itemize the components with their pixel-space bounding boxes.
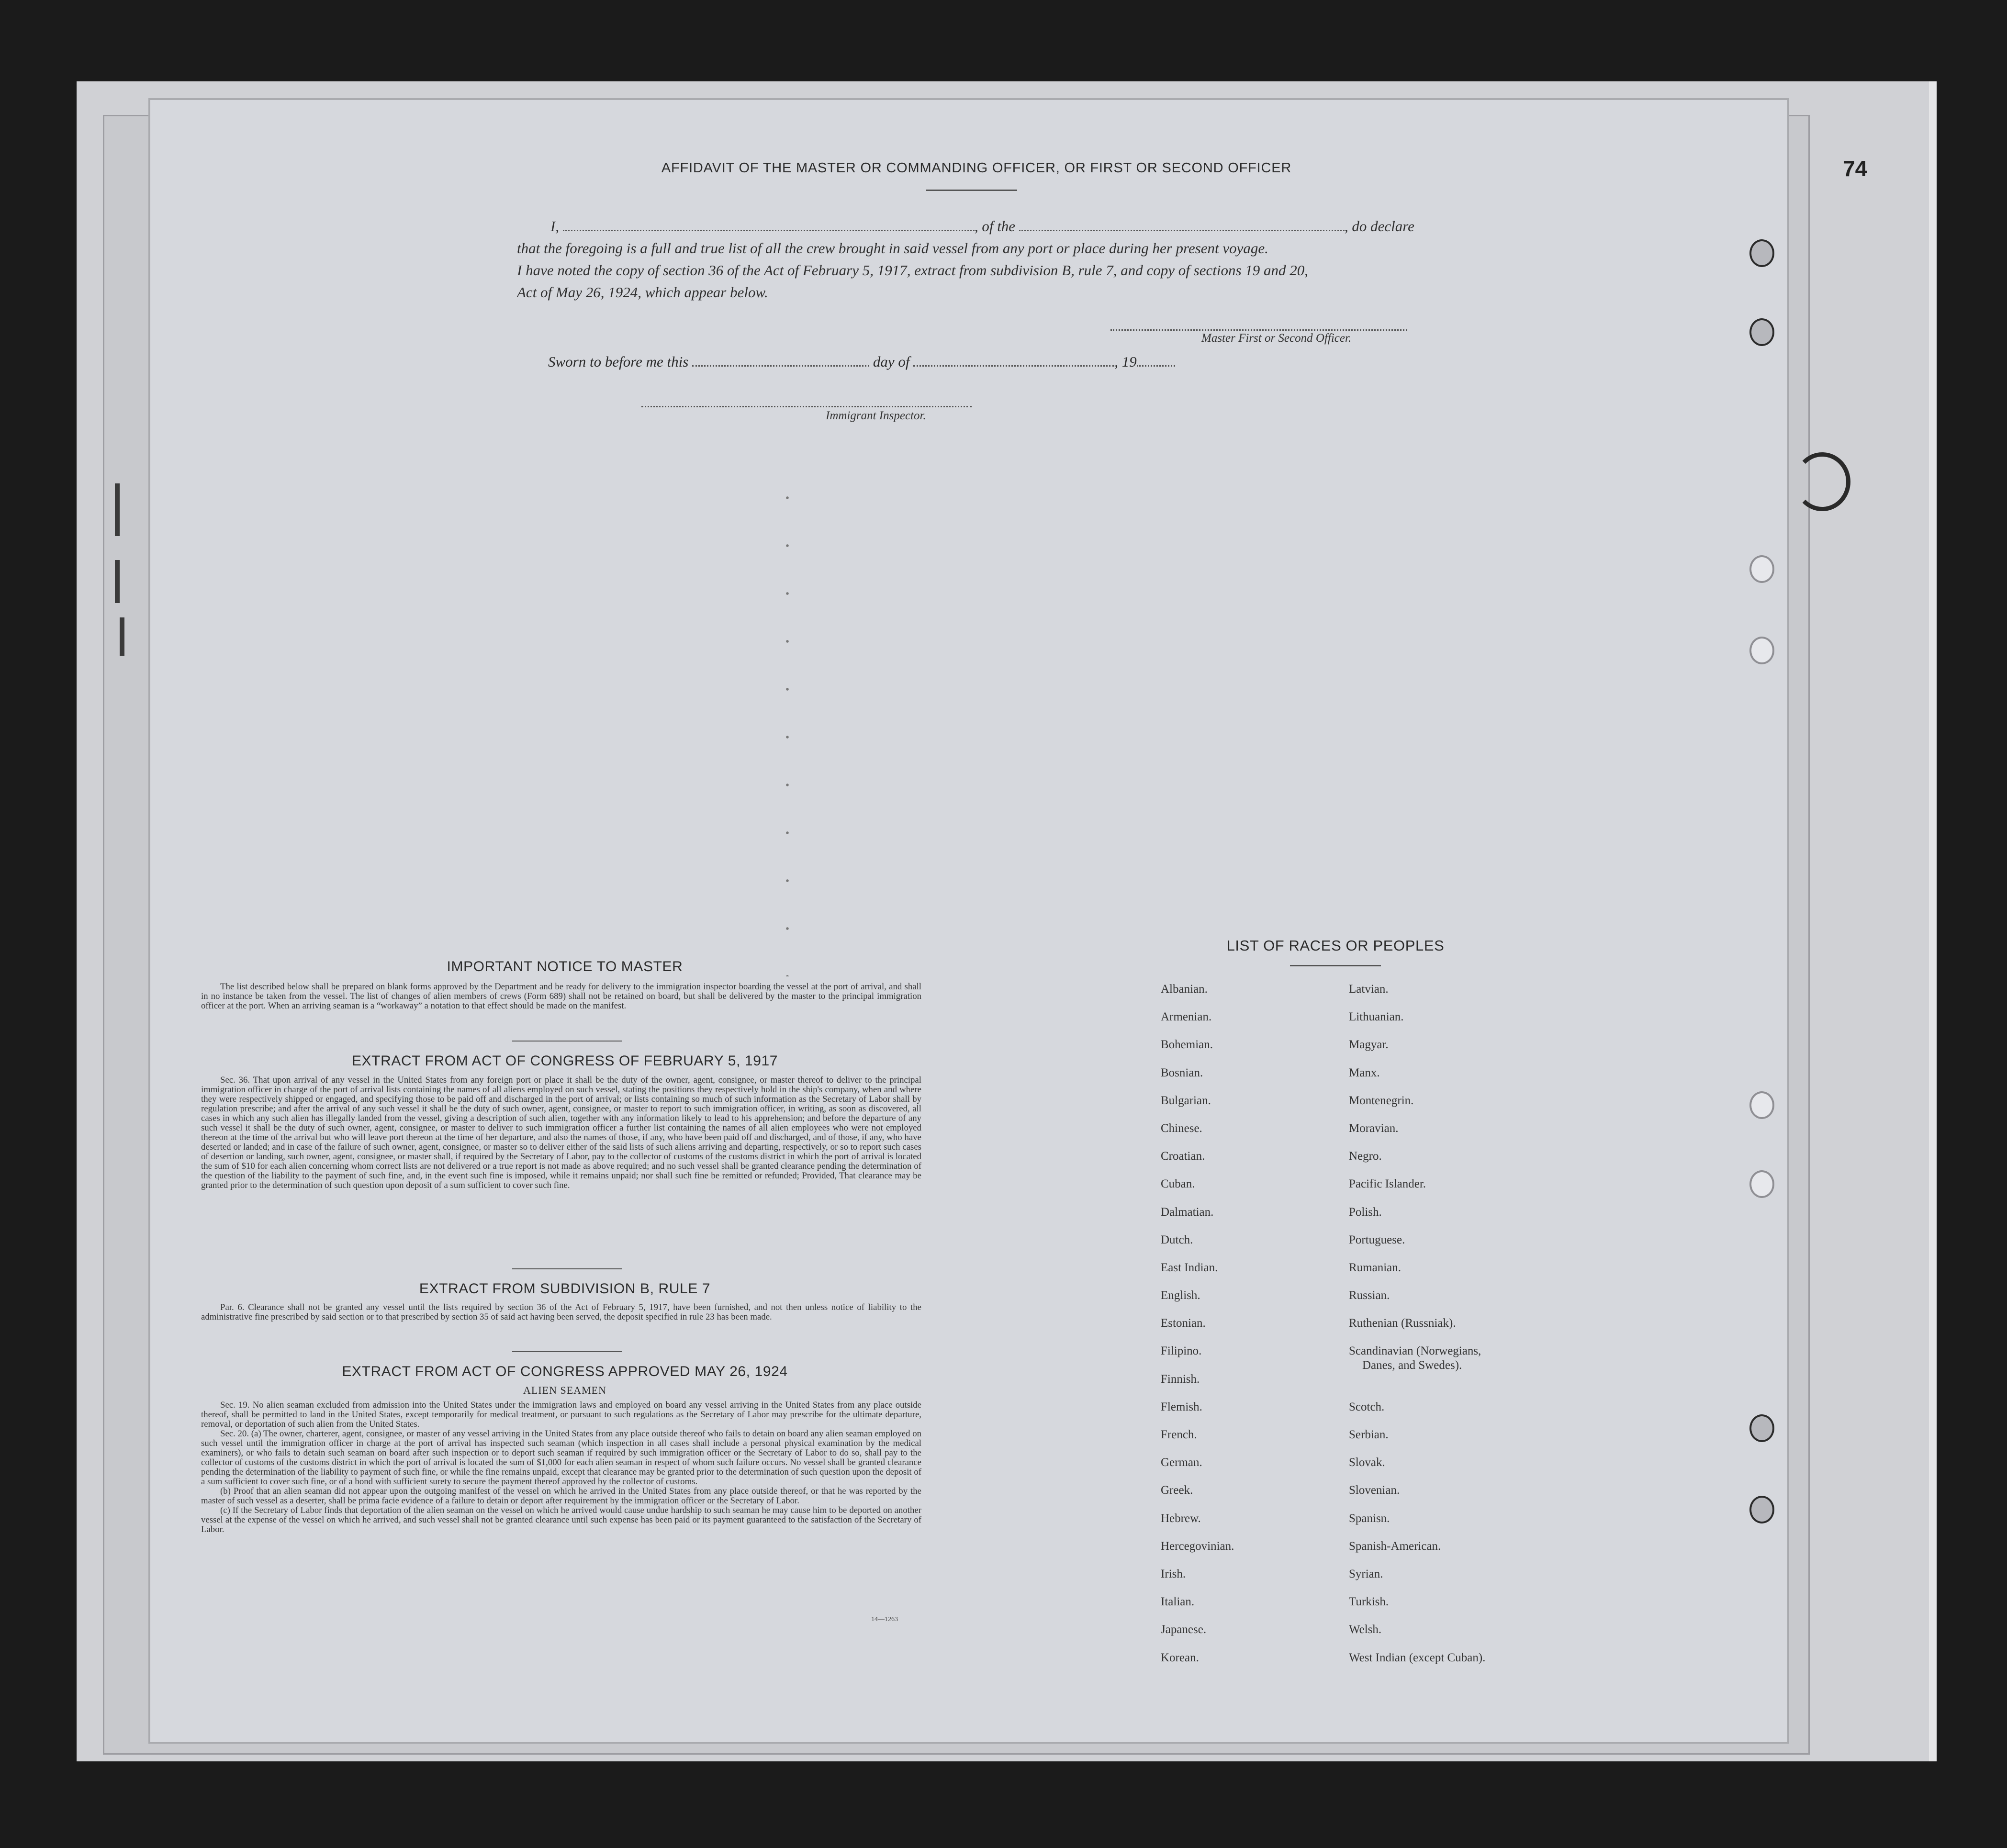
affidavit-line-1 <box>546 215 1426 237</box>
race-item: Chinese. <box>1161 1121 1202 1135</box>
race-item: Dalmatian. <box>1161 1205 1214 1219</box>
race-item: Spanisn. <box>1349 1512 1390 1525</box>
punch-hole <box>1749 637 1774 664</box>
extract-rule7-rule <box>512 1351 622 1352</box>
race-item: Manx. <box>1349 1066 1380 1079</box>
race-item: Bosnian. <box>1161 1066 1203 1079</box>
extract-1924-title: EXTRACT FROM ACT OF CONGRESS APPROVED MAY 26, 1924 <box>342 1364 788 1379</box>
sworn-year-blank <box>1137 360 1175 367</box>
punch-hole <box>1749 1170 1774 1198</box>
sworn-year: , 19 <box>1114 353 1137 370</box>
name-blank <box>563 225 975 231</box>
race-item: West Indian (except Cuban). <box>1349 1651 1486 1664</box>
sec-20a-text: Sec. 20. (a) The owner, charterer, agent, consignee, or master of any vessel arriving in the United States from any place outside thereof who fails to detain on board any alien seaman employed on such vessel until the immigration officer in charge at the port of arrival has inspected such seaman (which inspection in all cases shall include a personal physical examination by the medical examiners), or who fails to detain such seaman on board after such inspection or to deport such seaman if required by such immigration officer or the Secretary of Labor to do so, shall pay to the collector of customs of the customs district in which the port of arrival is located the sum of $1,000 for each alien seaman in respect of whom such failure occurs. No vessel shall be granted clearance pending the determination of the liability to payment of such fine, or while the fine remains unpaid, except that clearance may be granted prior to the determination of such question upon the deposit of a sum sufficient to cover such fine, or of a bond with sufficient surety to secure the payment thereof approved by the collector of customs. <box>201 1429 921 1487</box>
extract-1924-text <box>201 1400 921 1534</box>
affidavit-title: AFFIDAVIT OF THE MASTER OR COMMANDING OFFICER, OR FIRST OR SECOND OFFICER <box>661 160 1292 176</box>
margin-handwriting <box>120 617 124 656</box>
affidavit-line-3: I have noted the copy of section 36 of the Act of February 5, 1917, extract from subdivision B, rule 7, and copy of sections 19 and 20, <box>517 262 1309 279</box>
race-item: Bulgarian. <box>1161 1094 1211 1107</box>
race-item-line: Danes, and Swedes). <box>1362 1359 1462 1372</box>
race-item: Polish. <box>1349 1205 1382 1219</box>
races-rule <box>1290 965 1381 966</box>
inspector-caption: Immigrant Inspector. <box>826 409 926 422</box>
race-item: Moravian. <box>1349 1121 1399 1135</box>
extract-rule7-text: Par. 6. Clearance shall not be granted any vessel until the lists required by section 36 of the Act of February 5, 1917, have been furnished, and not then unless notice of liability to the administrative fine prescribed by said section or to that prescribed by section 35 of said act having been served, the deposit specified in rule 23 has been made. <box>201 1302 921 1322</box>
race-item: Greek. <box>1161 1484 1193 1497</box>
race-item: Irish. <box>1161 1567 1186 1580</box>
sec-20c-text: (c) If the Secretary of Labor finds that deportation of the alien seaman on the vessel on which he arrived would cause undue hardship to such seaman he may cause him to be deported on another vessel at the expense of the vessel on which he arrived, and such vessel shall not be granted clearance until such expense has been paid or its payment guaranteed to the satisfaction of the Secretary of Labor. <box>201 1505 921 1534</box>
races-title: LIST OF RACES OR PEOPLES <box>1226 937 1445 954</box>
race-item: Albanian. <box>1161 983 1208 996</box>
race-item: Cuban. <box>1161 1177 1195 1191</box>
affidavit-line-4: Act of May 26, 1924, which appear below. <box>517 284 768 301</box>
race-item: Negro. <box>1349 1150 1382 1163</box>
margin-handwriting <box>115 483 120 536</box>
punch-hole <box>1749 1496 1774 1523</box>
race-item: Portuguese. <box>1349 1233 1405 1246</box>
race-item: Italian. <box>1161 1595 1195 1609</box>
race-item: English. <box>1161 1289 1200 1302</box>
sec-19-text: Sec. 19. No alien seaman excluded from admission into the United States under the immigration laws and employed on board any vessel arriving in the United States from any place outside thereof, shall be permitted to land in the United States, except temporarily for medical treatment, or pursuant to such regulations as the Secretary of Labor may prescribe for the ultimate departure, removal, or deportation of such alien from the United States. <box>201 1400 921 1429</box>
race-item: Bohemian. <box>1161 1038 1213 1052</box>
vessel-blank <box>1019 225 1345 231</box>
sec-20b-text: (b) Proof that an alien seaman did not appear upon the outgoing manifest of the vessel on which he arrived in the United States from any place outside thereof, or that he was reported by the master of such vessel as a deserter, shall be prima facie evidence of a failure to detain or deport after requirement by the immigration officer or the Secretary of Labor. <box>201 1486 921 1506</box>
race-item: Latvian. <box>1349 983 1389 996</box>
sworn-date-blank <box>692 360 869 367</box>
race-item: Pacific Islander. <box>1349 1177 1426 1191</box>
extract-1917-rule <box>512 1268 622 1269</box>
sworn-start: Sworn to before me this <box>548 353 689 370</box>
race-item: Scotch. <box>1349 1400 1385 1413</box>
stray-dots <box>778 474 797 976</box>
handwritten-oval-mark <box>1794 452 1850 511</box>
notice-title: IMPORTANT NOTICE TO MASTER <box>447 959 683 974</box>
race-item: Finnish. <box>1161 1372 1200 1386</box>
race-item: Montenegrin. <box>1349 1094 1414 1107</box>
race-item: Filipino. <box>1161 1344 1202 1358</box>
race-item: Ruthenian (Russniak). <box>1349 1317 1456 1330</box>
race-item: Armenian. <box>1161 1010 1212 1024</box>
form-number: 14—1263 <box>871 1616 898 1623</box>
sworn-line <box>548 353 1218 370</box>
master-signature-caption: Master First or Second Officer. <box>1201 332 1352 345</box>
sworn-day-of: day of <box>873 353 910 370</box>
races-left-column <box>1161 982 1333 1679</box>
race-item: Turkish. <box>1349 1595 1389 1609</box>
extract-1917-text: Sec. 36. That upon arrival of any vessel in the United States from any foreign port or place it shall be the duty of the owner, agent, consignee, or master thereof to deliver to the principal immigration officer in charge of the port of arrival lists containing the names of all aliens employed on such vessel, stating the positions they respectively hold in the ship's company, when and where they were respectively shipped or engaged, and specifying those to be paid off and discharged in the port of arrival; or lists containing so much of such information as the Secretary of Labor shall by regulation prescribe; and after the arrival of any such vessel it shall be the duty of such owner, agent, consignee, or master to report to such immigration officer, in writing, as soon as discovered, all cases in which any such alien has illegally landed from the vessel, giving a description of such alien, together with any information likely to lead to his apprehension; and before the departure of any such vessel it shall be the duty of such owner, agent, consignee, or master to deliver to such immigration officer a further list containing the names of all alien employees who were not employed thereon at the time of the arrival but who will leave port thereon at the time of her departure, and also the names of those, if any, who have been paid off and discharged, and of those, if any, who have deserted or landed; and in case of the failure of such owner, agent, consignee, or master so to deliver either of the said lists of such aliens arriving and departing, respectively, or so to report such cases of desertion or landing, such owner, agent, consignee, or master shall, if required by the Secretary of Labor, pay to the collector of customs of the customs district in which the port of arrival is located the sum of $10 for each alien concerning whom correct lists are not delivered or a true report is not made as above required; and no such vessel shall be granted clearance pending the determination of the question of the liability to the payment of such fine, and, in the event such fine is imposed, while it remains unpaid; nor shall such fine be remitted or refunded; Provided, That clearance may be granted prior to the determination of such question upon deposit of a sum sufficient to cover such fine. <box>201 1075 921 1190</box>
race-item: Dutch. <box>1161 1233 1193 1246</box>
affidavit-line-2: that the foregoing is a full and true list of all the crew brought in said vessel from any port or place during her present voyage. <box>517 240 1268 257</box>
punch-hole <box>1749 318 1774 346</box>
notice-rule <box>512 1041 622 1042</box>
punch-hole <box>1749 1091 1774 1119</box>
affidavit-body <box>517 215 1426 303</box>
race-item: French. <box>1161 1428 1197 1441</box>
alien-seamen-heading: ALIEN SEAMEN <box>523 1384 606 1396</box>
race-item: Hebrew. <box>1161 1512 1201 1525</box>
race-item: Flemish. <box>1161 1400 1202 1413</box>
extract-1917-title: EXTRACT FROM ACT OF CONGRESS OF FEBRUARY 5, 1917 <box>351 1053 778 1069</box>
notice-text: The list described below shall be prepared on blank forms approved by the Department and be ready for delivery to the immigration inspector boarding the vessel at the port of arrival, and shall in no instance be taken from the vessel. The list of changes of alien members of crews (Form 689) shall not be retained on board, but shall be delivered by the master to the principal immigration officer at the port. When an arriving seaman is a “workaway” a notation to that effect should be made on the manifest. <box>201 982 921 1011</box>
race-item: Slovak. <box>1349 1456 1385 1469</box>
affidavit-of-the: , of the <box>974 218 1016 235</box>
race-item: Rumanian. <box>1349 1261 1402 1274</box>
race-item: Lithuanian. <box>1349 1010 1404 1024</box>
margin-handwriting <box>115 560 120 603</box>
sworn-month-blank <box>913 360 1114 367</box>
race-item-line: Scandinavian (Norwegians, <box>1349 1344 1481 1358</box>
race-item: Slovenian. <box>1349 1484 1400 1497</box>
punch-hole <box>1749 1414 1774 1442</box>
race-item: Welsh. <box>1349 1623 1382 1636</box>
race-item: Croatian. <box>1161 1150 1205 1163</box>
race-item: Japanese. <box>1161 1623 1207 1636</box>
races-right-column <box>1349 982 1617 1679</box>
race-item: Magyar. <box>1349 1038 1389 1052</box>
affidavit-declare: , do declare <box>1344 218 1414 235</box>
title-rule <box>926 190 1017 191</box>
race-item: Spanish-American. <box>1349 1539 1441 1553</box>
punch-hole <box>1749 555 1774 583</box>
master-signature-line <box>1110 329 1407 331</box>
race-item: East Indian. <box>1161 1261 1218 1274</box>
extract-rule7-title: EXTRACT FROM SUBDIVISION B, RULE 7 <box>419 1281 711 1297</box>
affidavit-i: I, <box>550 218 560 235</box>
race-item: Russian. <box>1349 1289 1390 1302</box>
page-number: 74 <box>1843 156 1868 181</box>
punch-hole <box>1749 239 1774 267</box>
race-item: Hercegovinian. <box>1161 1539 1234 1553</box>
race-item <box>1349 1344 1617 1400</box>
inspector-signature-line <box>641 406 972 407</box>
race-item: Korean. <box>1161 1651 1199 1664</box>
race-item: German. <box>1161 1456 1202 1469</box>
race-item: Estonian. <box>1161 1317 1206 1330</box>
race-item: Serbian. <box>1349 1428 1389 1442</box>
race-item: Syrian. <box>1349 1567 1383 1580</box>
